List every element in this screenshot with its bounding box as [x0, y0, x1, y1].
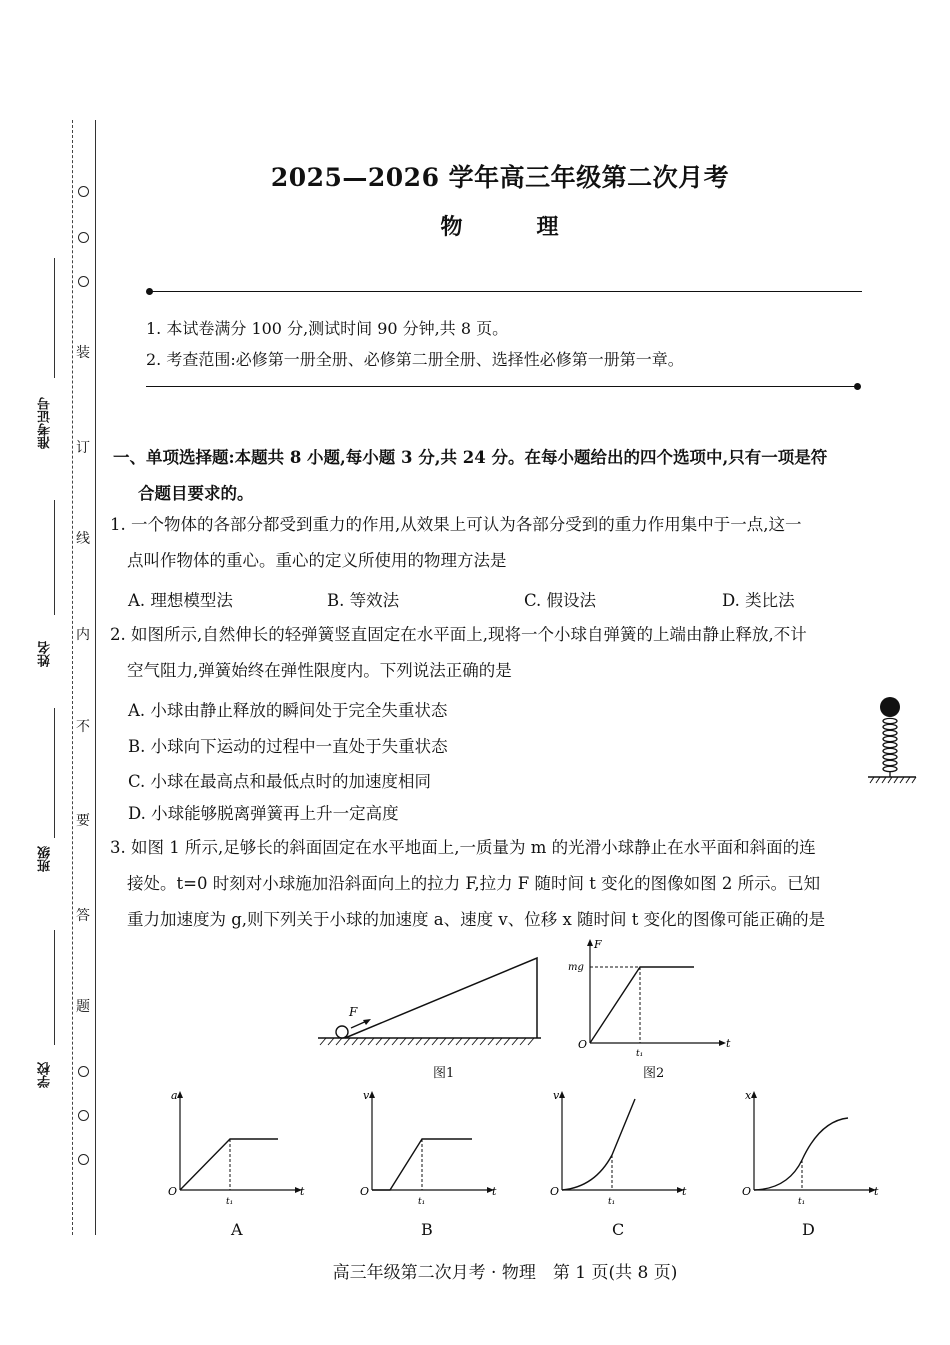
t1-label: t₁ [636, 1049, 644, 1059]
spring-coil [883, 718, 897, 777]
rule-dot-right [854, 383, 861, 390]
t-label: t [682, 1185, 687, 1198]
name-label: 姓名 [38, 641, 53, 667]
y-arrow [177, 1091, 183, 1098]
y-label: v [553, 1089, 560, 1102]
figure-2-label: 图2 [643, 1066, 665, 1081]
t1-label: t₁ [418, 1197, 426, 1207]
section-1-heading-cont: 合题目要求的。 [138, 484, 254, 503]
q3-line2: 接处。t=0 时刻对小球施加沿斜面向上的拉力 F,拉力 F 随时间 t 变化的图像如图 2 所示。已知 [127, 874, 821, 893]
bottom-rule [146, 386, 858, 387]
q3-line1: 3. 如图 1 所示,足够长的斜面固定在水平地面上,一质量为 m 的光滑小球静止在水平面和斜面的连 [110, 838, 816, 857]
binding-char: 要 [76, 813, 90, 829]
top-rule [150, 291, 862, 292]
y-arrow [751, 1091, 757, 1098]
q2-line1: 2. 如图所示,自然伸长的轻弹簧竖直固定在水平面上,现将一个小球自弹簧的上端由静止释放,不计 [110, 625, 807, 644]
exam-id-blank [54, 258, 55, 378]
class-blank [54, 708, 55, 838]
exam-title: 2025—2026 学年高三年级第二次月考 [270, 163, 730, 192]
incline-body [345, 958, 537, 1038]
page-footer: 高三年级第二次月考 · 物理 第 1 页(共 8 页) [332, 1263, 678, 1283]
t-label: t [874, 1185, 879, 1198]
binding-char: 线 [76, 531, 90, 547]
binding-hole [78, 1110, 89, 1121]
y-arrow [587, 939, 593, 946]
origin-label: O [578, 1038, 588, 1051]
answer-graph-b [350, 1085, 500, 1215]
figure-1-label: 图1 [433, 1066, 455, 1081]
q1-line1: 1. 一个物体的各部分都受到重力的作用,从效果上可认为各部分受到的重力作用集中于一点,这一 [110, 515, 802, 534]
binding-char: 不 [76, 719, 90, 735]
figure-1-incline [315, 950, 545, 1050]
school-blank [54, 930, 55, 1045]
section-1-heading [113, 440, 923, 512]
mg-label: mg [568, 962, 584, 973]
q1-option-a: A. 理想模型法 [128, 591, 233, 610]
y-arrow [369, 1091, 375, 1098]
t1-label: t₁ [798, 1197, 806, 1207]
origin-label: O [742, 1185, 752, 1198]
curve [754, 1118, 848, 1190]
binding-char: 题 [76, 999, 90, 1015]
origin-label: O [360, 1185, 370, 1198]
name-blank [54, 500, 55, 615]
binding-char: 答 [76, 908, 90, 924]
force-label: F [349, 1005, 358, 1019]
curve [562, 1099, 635, 1190]
note-1: 1. 本试卷满分 100 分,测试时间 90 分钟,共 8 页。 [146, 319, 509, 338]
y-label: v [363, 1089, 370, 1102]
class-label: 班级 [38, 846, 53, 872]
x-arrow [719, 1040, 726, 1046]
q1-option-d: D. 类比法 [722, 591, 795, 610]
answer-graph-c [540, 1085, 690, 1215]
school-label: 学校 [38, 1062, 53, 1088]
y-label: F [594, 938, 602, 951]
q2-option-d: D. 小球能够脱离弹簧再上升一定高度 [128, 804, 399, 823]
answer-graph-a [160, 1085, 310, 1215]
force-arrowhead [363, 1019, 371, 1025]
figure-2-force-time-graph [560, 935, 740, 1063]
q2-option-c: C. 小球在最高点和最低点时的加速度相同 [128, 772, 432, 791]
t1-label: t₁ [608, 1197, 616, 1207]
curve [180, 1139, 278, 1190]
q1-option-c: C. 假设法 [524, 591, 597, 610]
t-label: t [300, 1185, 305, 1198]
answer-letter-c: C [612, 1220, 625, 1239]
q3-line3: 重力加速度为 g,则下列关于小球的加速度 a、速度 v、位移 x 随时间 t 变化的图像可能正确的是 [127, 910, 826, 929]
t-label: t [726, 1037, 731, 1050]
answer-graph-d [730, 1085, 890, 1215]
q1-option-b: B. 等效法 [327, 591, 400, 610]
binding-hole [78, 1154, 89, 1165]
ground-hatch [868, 777, 916, 783]
force-curve [590, 967, 694, 1043]
answer-letter-a: A [231, 1220, 243, 1239]
binding-hole [78, 276, 89, 287]
y-label: x [745, 1089, 752, 1102]
t-label: t [492, 1185, 497, 1198]
origin-label: O [550, 1185, 560, 1198]
section-1-heading-text: 一、单项选择题:本题共 8 小题,每小题 3 分,共 24 分。在每小题给出的四个选项中,只有一项是符 [113, 448, 828, 467]
origin-label: O [168, 1185, 178, 1198]
small-ball [336, 1026, 348, 1038]
binding-hole [78, 1066, 89, 1077]
y-label: a [171, 1089, 178, 1102]
t1-label: t₁ [226, 1197, 234, 1207]
exam-id-label: 准考证号 [38, 397, 53, 449]
q1-line2: 点叫作物体的重心。重心的定义所使用的物理方法是 [127, 551, 507, 570]
answer-letter-b: B [421, 1220, 433, 1239]
y-arrow [559, 1091, 565, 1098]
q2-option-a: A. 小球由静止释放的瞬间处于完全失重状态 [128, 701, 448, 720]
binding-char: 装 [76, 345, 90, 361]
ball [880, 697, 900, 717]
q2-line2: 空气阻力,弹簧始终在弹性限度内。下列说法正确的是 [127, 661, 512, 680]
answer-letter-d: D [802, 1220, 815, 1239]
binding-solid-line [95, 120, 96, 1235]
q2-option-b: B. 小球向下运动的过程中一直处于失重状态 [128, 737, 448, 756]
ground-hatch [320, 1038, 534, 1045]
binding-char: 内 [76, 627, 90, 643]
spring-ball-figure [860, 692, 920, 788]
binding-dashed-line [72, 120, 73, 1235]
note-2: 2. 考查范围:必修第一册全册、必修第二册全册、选择性必修第一册第一章。 [146, 350, 684, 369]
subject-title: 物 理 [440, 214, 585, 240]
binding-char: 订 [76, 440, 90, 456]
